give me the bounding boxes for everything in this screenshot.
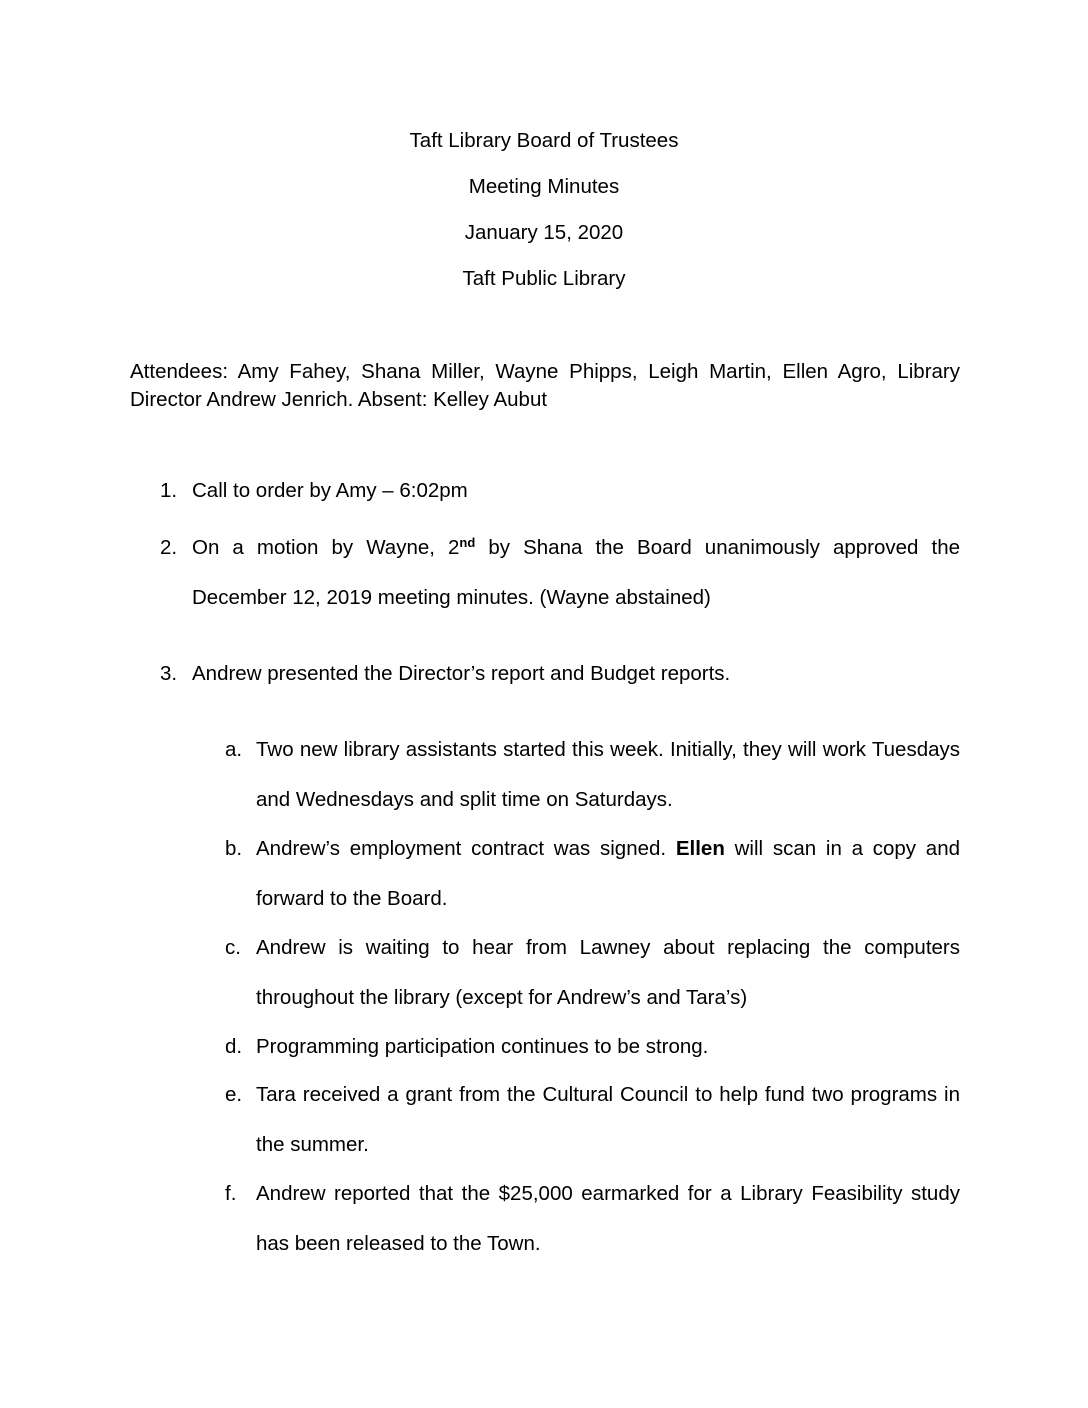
agenda-item-3: [160, 649, 960, 699]
motion-text-end: by Shana the Board unanimously approved the December 12, 2019 meeting minutes. (Wayne abstained): [192, 536, 961, 609]
agenda-item-text: Andrew presented the Director’s report and Budget reports.: [192, 662, 731, 685]
sub-item-b: [225, 824, 960, 924]
attendees-paragraph: Attendees: Amy Fahey, Shana Miller, Wayne Phipps, Leigh Martin, Ellen Agro, Library Director Andrew Jenrich. Absent: Kelley Aubut: [130, 360, 960, 411]
sub-item-text-end: will scan in a copy and forward to the Board.: [256, 837, 961, 910]
list-marker: c.: [225, 936, 241, 959]
board-title: Taft Library Board of Trustees: [409, 129, 679, 152]
list-marker: 1.: [160, 479, 178, 502]
meeting-date: January 15, 2020: [464, 221, 624, 244]
sub-item-text: Programming participation continues to be strong.: [256, 1035, 709, 1058]
sub-item-c: [225, 923, 960, 1023]
sub-item-text: [256, 824, 960, 924]
sub-item-text: Tara received a grant from the Cultural Council to help fund two programs in the summer.: [256, 1083, 960, 1156]
list-marker: 2.: [160, 536, 178, 559]
list-marker: d.: [225, 1035, 243, 1058]
sub-item-text-start: Andrew’s employment contract was signed.: [256, 837, 676, 860]
agenda-item-text: Call to order by Amy – 6:02pm: [192, 479, 468, 502]
sub-item-text: Two new library assistants started this week. Initially, they will work Tuesdays and Wednesdays and split time on Saturdays.: [256, 738, 960, 811]
agenda-item-1: [160, 466, 960, 516]
agenda-item-2: [160, 523, 960, 623]
sub-item-f: [225, 1169, 960, 1269]
meeting-location: Taft Public Library: [462, 267, 626, 290]
ordinal-suffix: nd: [459, 535, 476, 550]
sub-item-text: Andrew is waiting to hear from Lawney about replacing the computers throughout the library (except for Andrew’s and Tara’s): [256, 936, 960, 1009]
sub-item-e: [225, 1070, 960, 1170]
agenda-item-text: [192, 523, 960, 623]
list-marker: 3.: [160, 662, 178, 685]
list-marker: b.: [225, 837, 243, 860]
motion-text-start: On a motion by Wayne, 2: [192, 536, 460, 559]
list-marker: f.: [225, 1182, 237, 1205]
sub-item-a: [225, 725, 960, 825]
sub-item-d: [225, 1022, 960, 1072]
assignee-name: Ellen: [675, 837, 725, 860]
sub-item-text: Andrew reported that the $25,000 earmarked for a Library Feasibility study has been released to the Town.: [256, 1182, 960, 1255]
list-marker: e.: [225, 1083, 243, 1106]
document-title: Meeting Minutes: [468, 175, 620, 198]
list-marker: a.: [225, 738, 243, 761]
